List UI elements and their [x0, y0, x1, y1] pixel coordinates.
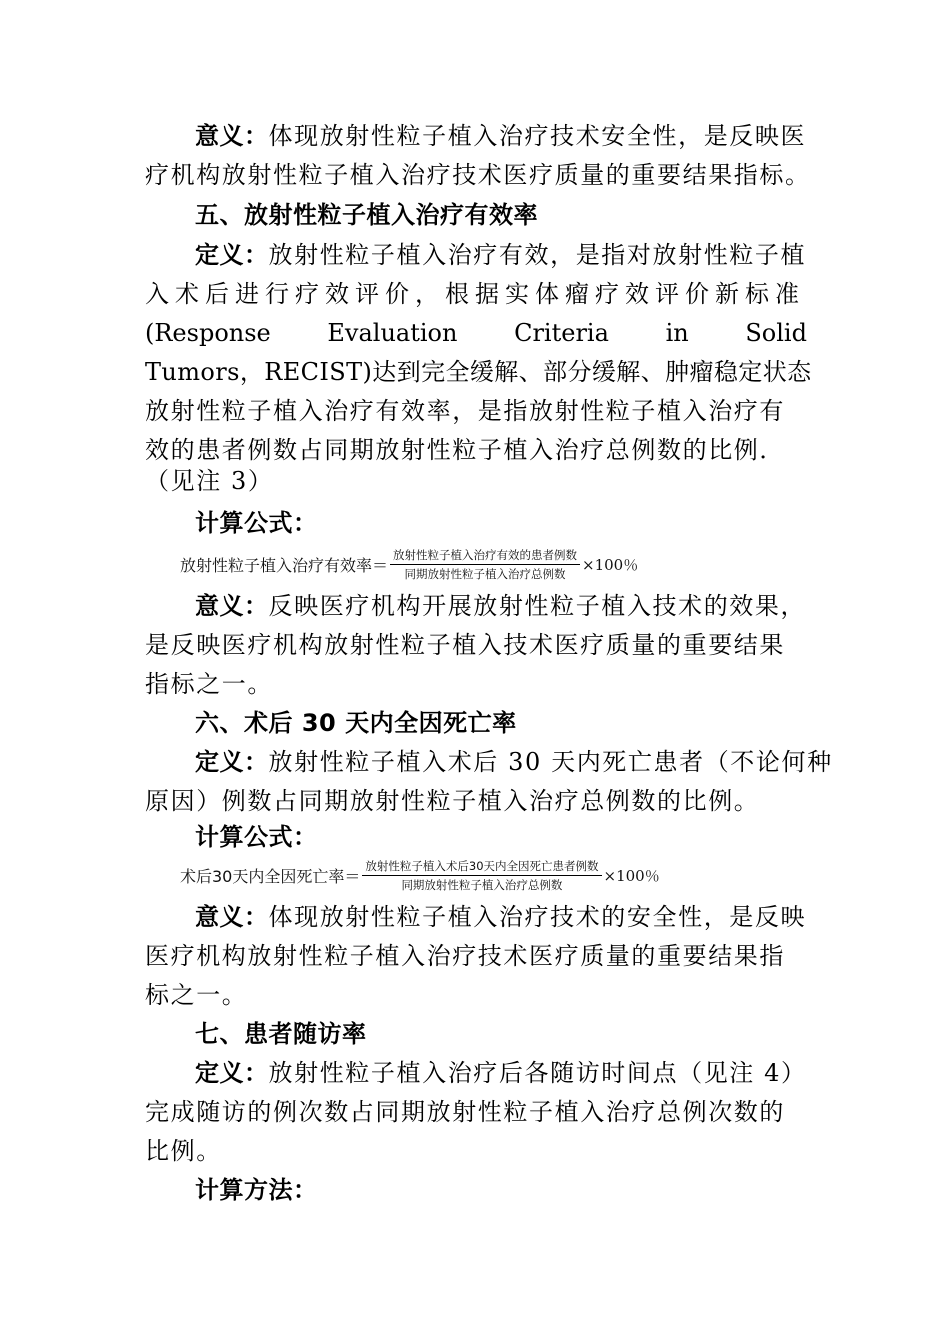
sec7-def-line2: 完成随访的例次数占同期放射性粒子植入治疗总例次数的 [145, 1098, 785, 1126]
sec4-meaning-text: 体现放射性粒子植入治疗技术安全性，是反映医 [268, 122, 807, 150]
sec7-calc-label: 计算方法： [195, 1176, 318, 1204]
formula-denominator: 同期放射性粒子植入治疗总例数 [401, 878, 563, 892]
sec5-def-line3 [145, 318, 807, 348]
formula-fraction [362, 858, 601, 893]
word: Criteria [514, 319, 609, 347]
formula-lhs: 术后30天内全因死亡率＝ [180, 867, 361, 886]
sec4-meaning-line2: 疗机构放射性粒子植入治疗技术医疗质量的重要结果指标。 [145, 161, 811, 189]
sec7-def-text: 放射性粒子植入治疗后各随访时间点（见注 4） [268, 1059, 807, 1087]
formula-lhs: 放射性粒子植入治疗有效率＝ [180, 556, 389, 575]
sec5-meaning-line3: 指标之一。 [145, 670, 273, 698]
sec6-def-text: 放射性粒子植入术后 30 天内死亡患者（不论何种 [268, 748, 833, 776]
sec6-meaning-text: 体现放射性粒子植入治疗技术的安全性，是反映 [268, 903, 807, 931]
sec5-def-line2: 入术后进行疗效评价，根据实体瘤疗效评价新标准 [145, 280, 805, 308]
sec6-meaning-line1 [195, 902, 807, 932]
sec5-formula [180, 547, 638, 582]
definition-label: 定义： [195, 241, 269, 269]
sec4-meaning-line1 [195, 121, 807, 151]
sec5-title: 五、放射性粒子植入治疗有效率 [195, 201, 538, 229]
formula-rhs: ×100％ [582, 556, 639, 574]
sec7-def-line3: 比例。 [145, 1137, 222, 1165]
sec7-def-line1 [195, 1058, 807, 1088]
sec6-calc-label: 计算公式： [195, 823, 318, 851]
sec7-title: 七、患者随访率 [195, 1020, 367, 1048]
sec5-def-line1 [195, 240, 807, 270]
word: Evaluation [327, 319, 458, 347]
definition-label: 定义： [195, 1059, 269, 1087]
formula-denominator: 同期放射性粒子植入治疗总例数 [404, 567, 566, 581]
sec5-def-text: 放射性粒子植入治疗有效，是指对放射性粒子植 [268, 241, 807, 269]
formula-numerator: 放射性粒子植入术后30天内全因死亡患者例数 [362, 858, 601, 876]
word: Solid [745, 319, 807, 347]
meaning-label: 意义： [195, 122, 269, 150]
sec5-def-line5: 放射性粒子植入治疗有效率，是指放射性粒子植入治疗有 [145, 397, 785, 425]
sec5-meaning-text: 反映医疗机构开展放射性粒子植入技术的效果， [268, 592, 807, 620]
sec5-meaning-line2: 是反映医疗机构放射性粒子植入技术医疗质量的重要结果 [145, 631, 785, 659]
sec6-def-line2: 原因）例数占同期放射性粒子植入治疗总例数的比例。 [145, 787, 760, 815]
meaning-label: 意义： [195, 592, 269, 620]
formula-numerator: 放射性粒子植入治疗有效的患者例数 [390, 547, 580, 565]
sec5-def-line4: Tumors，RECIST)达到完全缓解、部分缓解、肿瘤稳定状态 [145, 358, 812, 386]
definition-label: 定义： [195, 748, 269, 776]
sec5-def-line6: 效的患者例数占同期放射性粒子植入治疗总例数的比例． [145, 436, 785, 464]
formula-fraction [390, 547, 580, 582]
formula-rhs: ×100％ [603, 867, 660, 885]
meaning-label: 意义： [195, 903, 269, 931]
sec5-calc-label: 计算公式： [195, 509, 318, 537]
sec6-formula [180, 858, 660, 893]
sec6-meaning-line3: 标之一。 [145, 981, 248, 1009]
word: (Response [145, 319, 271, 347]
sec6-title: 六、术后 30 天内全因死亡率 [195, 709, 517, 737]
sec6-def-line1 [195, 747, 833, 777]
sec5-def-line7: （见注 3） [145, 467, 274, 495]
word: in [665, 319, 689, 347]
sec6-meaning-line2: 医疗机构放射性粒子植入治疗技术医疗质量的重要结果指 [145, 942, 785, 970]
sec5-meaning-line1 [195, 591, 807, 621]
